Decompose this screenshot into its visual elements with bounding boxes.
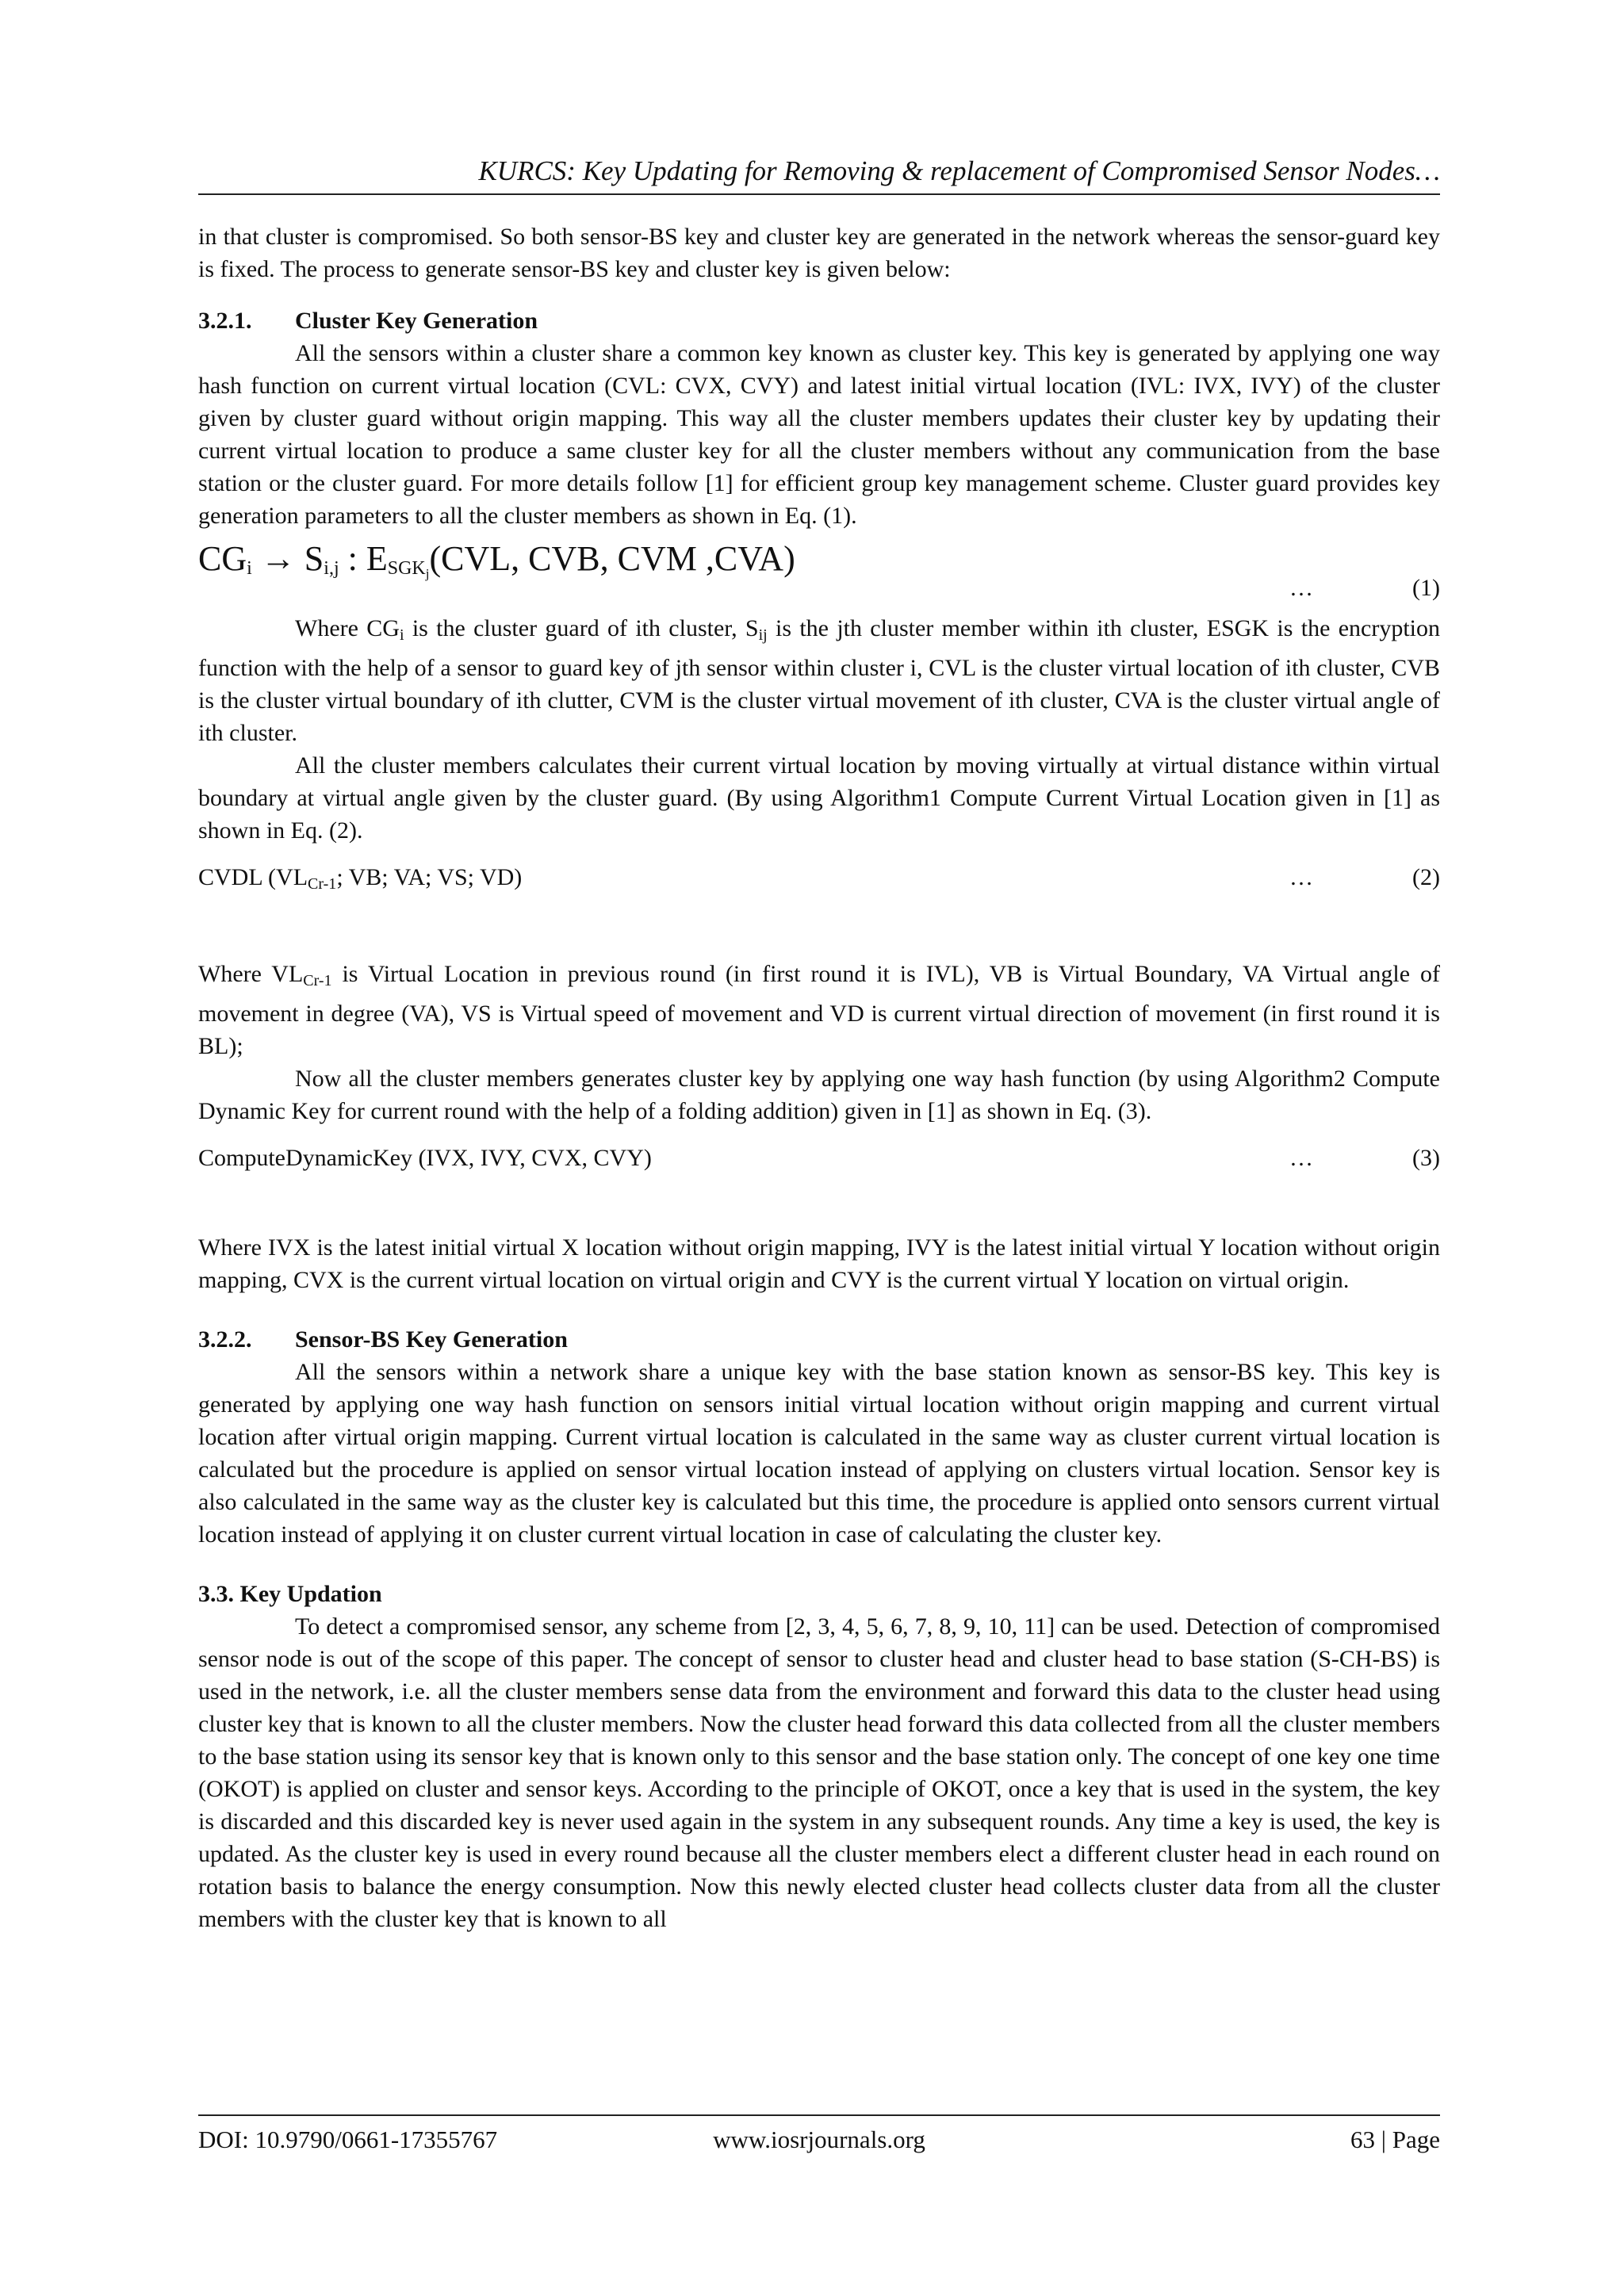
paragraph: All the sensors within a cluster share a common key known as cluster key. This key is generated by applying one way hash function on current virtual location (CVL: CVX, CVY) and latest initial virtual location (IVL: IVX, IVY) of the cluster given by cluster guard without origin mapping. This way all the cluster members updates their cluster key by updating their current virtual location to produce a same cluster key for all the cluster members without any communication from the base station or the cluster guard. For more details follow [1] for efficient group key management scheme. Cluster guard provides key generation parameters to all the cluster members as shown in Eq. (1). xyxy=(198,340,1440,529)
equation-number: (1) xyxy=(1412,575,1440,601)
section-title: Sensor-BS Key Generation xyxy=(295,1326,568,1353)
equation-dots: … xyxy=(1289,1145,1313,1171)
paragraph: All the cluster members calculates their current virtual location by moving virtually at virtual distance within virtual boundary at virtual angle given by the cluster guard. (By using Algorithm1 Compute Current Virtual Location given in [1] as shown in Eq. (2). xyxy=(198,752,1440,844)
footer-doi: DOI: 10.9790/0661-17355767 xyxy=(198,2126,498,2153)
paragraph: All the sensors within a network share a unique key with the base station known as sensor-BS key. This key is generated by applying one way hash function on sensors initial virtual location without origin mapping and current virtual location after virtual origin mapping. Current virtual location is calculated in the same way as cluster current virtual location is calculated but the procedure is applied on sensor virtual location instead of applying on clusters virtual location. Sensor key is also calculated in the same way as the cluster key is calculated but this time, the procedure is applied onto sensors current virtual location instead of applying it on cluster current virtual location in case of calculating the cluster key. xyxy=(198,1359,1440,1548)
equation-2: CVDL ($VL_{Cr-1}$; VB; VA; VS; VD) … (2) xyxy=(198,861,1440,901)
equation-3: ComputeDynamicKey (IVX, IVY, CVX, CVY) … (3) xyxy=(198,1142,1440,1174)
equation-dots: … xyxy=(1289,864,1313,890)
section-title: Cluster Key Generation xyxy=(295,308,538,334)
section-heading-3-3: 3.3. Key Updation xyxy=(198,1581,382,1607)
section-number: 3.2.2. xyxy=(198,1326,252,1353)
header-rule xyxy=(198,193,1440,195)
section-heading-3-2-2 xyxy=(198,1323,1440,1356)
equation-number: (3) xyxy=(1412,1145,1440,1171)
equation-1-formula: $CG_i \to S_{i,j}$ : $E_{SGK_j}(CVL$, CVB, CVM ,CVA) xyxy=(198,539,795,581)
running-head: KURCS: Key Updating for Removing & replacement of Compromised Sensor Nodes… xyxy=(478,155,1440,186)
section-number: 3.2.1. xyxy=(198,308,252,334)
paragraph: Now all the cluster members generates cluster key by applying one way hash function (by using Algorithm2 Compute Dynamic Key for current round with the help of a folding addition) given in [1] as shown in Eq. (3). xyxy=(198,1066,1440,1124)
footer-website: www.iosrjournals.org xyxy=(713,2126,925,2153)
intro-paragraph: in that cluster is compromised. So both sensor-BS key and cluster key are generated in the network whereas the sensor-guard key is fixed. The process to generate sensor-BS key and cluster key is given below: xyxy=(198,224,1440,282)
paragraph: Where $CG_i$ is the cluster guard of ith cluster, $S_{ij}$ is the jth cluster member within ith cluster, ESGK is the encryption function with the help of a sensor to guard key of jth sensor within cluster i, CVL is the cluster virtual location of ith cluster, CVB is the cluster virtual boundary of ith clutter, CVM is the cluster virtual movement of ith cluster, CVA is the cluster virtual angle of ith cluster. xyxy=(198,615,1440,746)
equation-dots: … xyxy=(1289,575,1313,601)
paragraph: Where IVX is the latest initial virtual X location without origin mapping, IVY is the latest initial virtual Y location without origin mapping, CVX is the current virtual location on virtual origin and CVY is the current virtual Y location on virtual origin. xyxy=(198,1234,1440,1293)
paragraph: Where $VL_{Cr-1}$ is Virtual Location in previous round (in first round it is IVL), VB is Virtual Boundary, VA Virtual angle of movement in degree (VA), VS is Virtual speed of movement and VD is current virtual direction of movement (in first round it is BL); xyxy=(198,961,1440,1059)
equation-number: (2) xyxy=(1412,864,1440,890)
paragraph: To detect a compromised sensor, any scheme from [2, 3, 4, 5, 6, 7, 8, 9, 10, 11] can be used. Detection of compromised sensor node is out of the scope of this paper. The concept of sensor to cluster head and cluster head to base station (S-CH-BS) is used in the network, i.e. all the cluster members sense data from the environment and forward this data to the cluster head using cluster key that is known to all the cluster members. Now the cluster head forward this data collected from all the cluster members to the base station using its sensor key that is known only to this sensor and the base station only. The concept of one key one time (OKOT) is applied on cluster and sensor keys. According to the principle of OKOT, once a key that is used in the system, the key is discarded and this discarded key is never used again in the system in any subsequent rounds. Any time a key is used, the key is updated. As the cluster key is used in every round because all the cluster members elect a different cluster head in each round on rotation basis to balance the energy consumption. Now this newly elected cluster head collects cluster data from all the cluster members with the cluster key that is known to all xyxy=(198,1613,1440,1932)
section-heading-3-2-1 xyxy=(198,304,1440,337)
footer-rule xyxy=(198,2114,1440,2116)
footer-page-number: 63 | Page xyxy=(1350,2126,1440,2153)
body-text xyxy=(198,220,1440,1935)
